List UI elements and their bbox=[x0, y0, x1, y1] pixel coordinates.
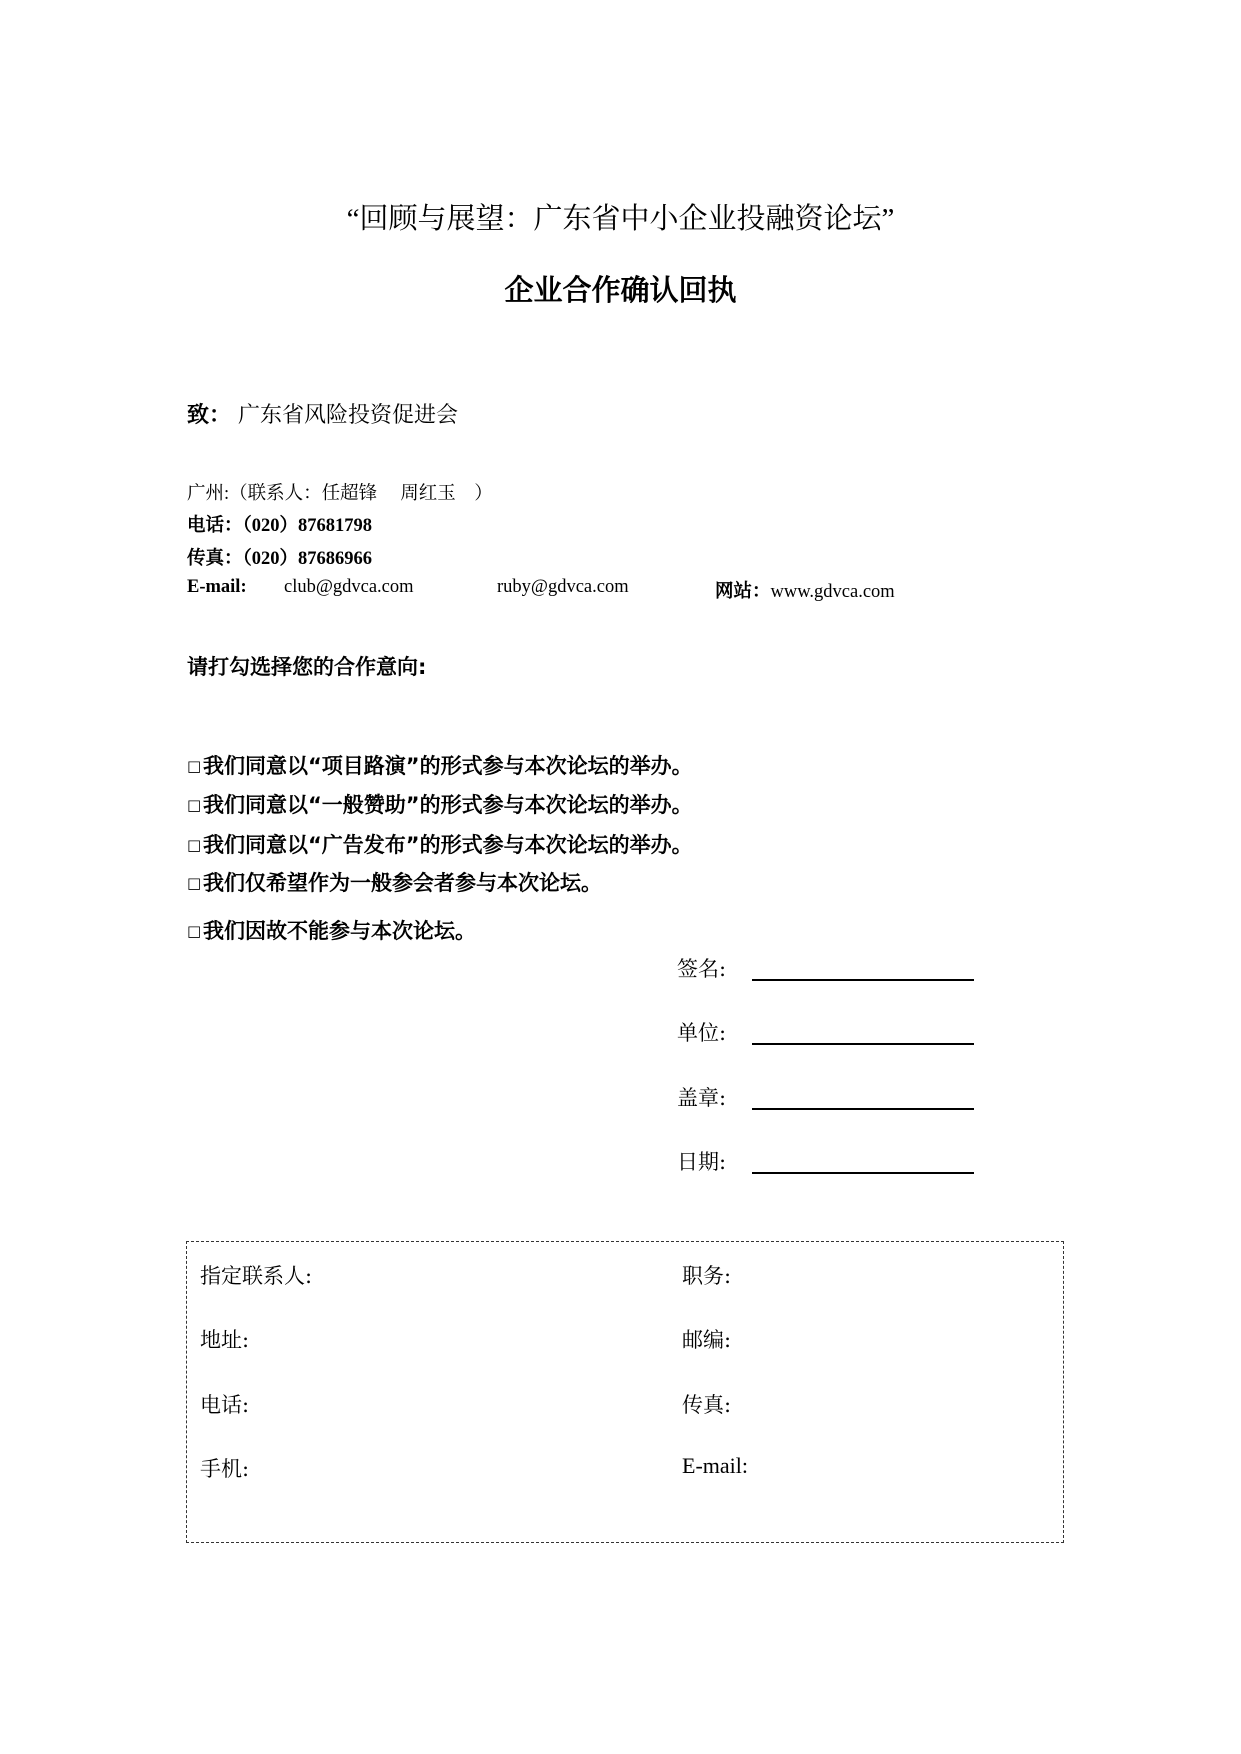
mobile-field[interactable]: 手机: bbox=[200, 1457, 250, 1481]
option-label: 我们同意以“项目路演”的形式参与本次论坛的举办。 bbox=[203, 754, 693, 778]
email-field[interactable]: E-mail: bbox=[682, 1453, 748, 1478]
document-title: “回顾与展望：广东省中小企业投融资论坛” bbox=[346, 203, 895, 235]
option-sponsorship bbox=[187, 789, 693, 819]
option-attendee bbox=[187, 867, 602, 897]
checkbox[interactable]: □ bbox=[187, 874, 202, 892]
fax-field[interactable]: 传真: bbox=[682, 1393, 732, 1417]
email-link-2[interactable]: ruby@gdvca.com bbox=[497, 577, 629, 597]
postal-code-field[interactable]: 邮编: bbox=[682, 1328, 732, 1352]
email-label: E-mail: bbox=[187, 577, 247, 597]
recipient-label: 致： bbox=[187, 402, 232, 428]
cooperation-prompt: 请打勾选择您的合作意向: bbox=[187, 655, 427, 679]
option-label: 我们同意以“一般赞助”的形式参与本次论坛的举办。 bbox=[203, 793, 693, 817]
address-field[interactable]: 地址: bbox=[200, 1328, 250, 1352]
contact-form-box bbox=[186, 1241, 1064, 1543]
email-link-1[interactable]: club@gdvca.com bbox=[284, 577, 414, 597]
option-label: 我们仅希望作为一般参会者参与本次论坛。 bbox=[203, 871, 602, 895]
option-label: 我们因故不能参与本次论坛。 bbox=[203, 919, 476, 943]
phone-field[interactable]: 电话: bbox=[200, 1393, 250, 1417]
checkbox[interactable]: □ bbox=[187, 796, 202, 814]
checkbox[interactable]: □ bbox=[187, 922, 202, 940]
website-link[interactable]: www.gdvca.com bbox=[770, 582, 895, 602]
organization-label: 单位: bbox=[677, 1021, 727, 1045]
seal-line[interactable] bbox=[752, 1108, 974, 1110]
phone-label: 电话： bbox=[187, 516, 243, 536]
option-advertising bbox=[187, 829, 693, 859]
recipient-line bbox=[187, 398, 458, 429]
organization-line[interactable] bbox=[752, 1043, 974, 1045]
fax-label: 传真： bbox=[187, 549, 243, 569]
contact-guangzhou: 广州:（联系人：任超锋 周红玉 ） bbox=[187, 484, 493, 504]
website-label: 网站： bbox=[715, 582, 771, 602]
contact-fax bbox=[187, 544, 372, 570]
fax-value: （020）87686966 bbox=[242, 549, 373, 569]
signature-label: 签名: bbox=[677, 957, 727, 981]
checkbox[interactable]: □ bbox=[187, 757, 202, 775]
seal-label: 盖章: bbox=[677, 1086, 727, 1110]
option-label: 我们同意以“广告发布”的形式参与本次论坛的举办。 bbox=[203, 833, 693, 857]
contact-phone bbox=[187, 511, 372, 537]
phone-value: （020）87681798 bbox=[242, 516, 373, 536]
checkbox[interactable]: □ bbox=[187, 836, 202, 854]
designated-contact-field[interactable]: 指定联系人: bbox=[200, 1264, 313, 1288]
website-line bbox=[715, 577, 895, 603]
date-line[interactable] bbox=[752, 1172, 974, 1174]
option-decline bbox=[187, 915, 476, 945]
signature-line[interactable] bbox=[752, 979, 974, 981]
document-subtitle: 企业合作确认回执 bbox=[504, 273, 737, 307]
option-roadshow bbox=[187, 750, 693, 780]
recipient-name: 广东省风险投资促进会 bbox=[238, 403, 459, 428]
date-label: 日期: bbox=[677, 1150, 727, 1174]
position-field[interactable]: 职务: bbox=[682, 1264, 732, 1288]
